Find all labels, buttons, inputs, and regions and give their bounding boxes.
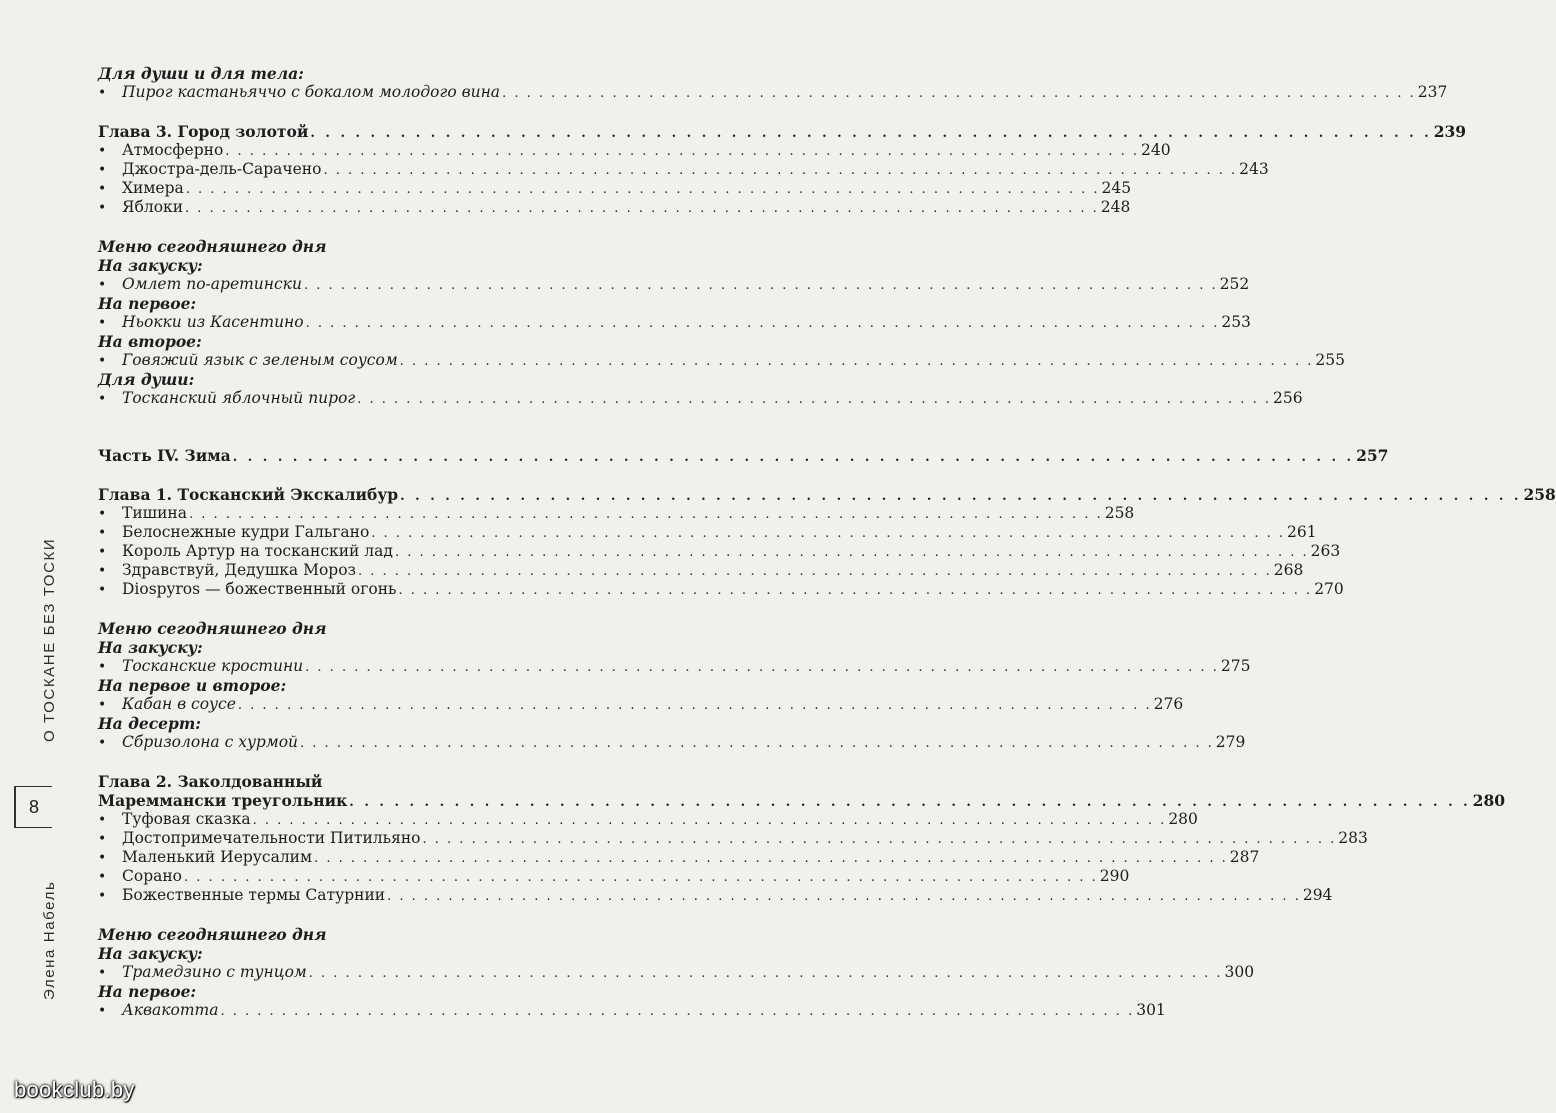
toc-chapter-line1 <box>98 772 660 791</box>
chapter-title: Глава 3. Город золотой <box>98 122 309 141</box>
bullet: • <box>98 735 107 751</box>
entry-title: Яблоки <box>122 198 184 216</box>
bullet: • <box>98 582 107 598</box>
bullet: • <box>98 965 107 981</box>
toc-entry <box>98 1001 1166 1020</box>
entry-title: Говяжий язык с зеленым соусом <box>122 351 398 369</box>
entry-title: Diospyros — божественный огонь <box>122 580 397 598</box>
leader-dots <box>185 199 1099 218</box>
entry-title: Достопримечательности Питильяно <box>122 829 421 847</box>
entry-page: 300 <box>1224 963 1255 981</box>
chapter-page: 258 <box>1523 485 1556 504</box>
entry-title: Джостра-дель-Сарачено <box>122 160 322 178</box>
entry-title: Трамедзино с тунцом <box>122 963 307 981</box>
toc-entry <box>98 561 1304 580</box>
bullet: • <box>98 888 107 904</box>
leader-dots <box>395 543 1309 562</box>
chapter-page: 239 <box>1433 122 1467 141</box>
bullet: • <box>98 181 107 197</box>
leader-dots <box>233 448 1354 467</box>
toc-chapter <box>98 122 1467 141</box>
toc-entry <box>98 275 1250 294</box>
entry-page: 290 <box>1099 867 1130 885</box>
entry-title: Сорано <box>122 867 183 885</box>
leader-dots <box>309 964 1223 983</box>
toc-entry <box>98 83 1448 102</box>
leader-dots <box>310 124 1431 143</box>
entry-page: 280 <box>1168 810 1198 828</box>
toc-entry <box>98 504 1135 523</box>
entry-page: 279 <box>1215 733 1246 751</box>
toc-entry <box>98 657 1251 676</box>
toc-entry <box>98 810 1198 829</box>
bullet: • <box>98 85 107 101</box>
toc-entry <box>98 141 1171 160</box>
toc-entry <box>98 829 1368 848</box>
part-page: 257 <box>1356 446 1389 465</box>
entry-title: Здравствуй, Дедушка Мороз <box>122 561 356 579</box>
leader-dots <box>371 524 1285 543</box>
entry-title: Маленький Иерусалим <box>122 848 313 866</box>
entry-page: 252 <box>1219 275 1250 293</box>
entry-title: Омлет по-аретински <box>122 275 302 293</box>
entry-page: 276 <box>1153 695 1184 713</box>
bullet: • <box>98 143 107 159</box>
leader-dots <box>398 581 1312 600</box>
toc-entry <box>98 351 1345 370</box>
entry-title: Божественные термы Сатурнии <box>122 886 386 904</box>
leader-dots <box>323 161 1237 180</box>
entry-page: 270 <box>1314 580 1344 598</box>
entry-title: Химера <box>122 179 184 197</box>
bullet: • <box>98 200 107 216</box>
bullet: • <box>98 353 107 369</box>
entry-page: 245 <box>1101 179 1132 197</box>
leader-dots <box>300 734 1214 753</box>
bullet: • <box>98 812 107 828</box>
entry-title: Король Артур на тосканский лад <box>122 542 393 560</box>
entry-title: Сбризолона с хурмой <box>122 733 299 751</box>
bullet: • <box>98 697 107 713</box>
leader-dots <box>358 562 1272 581</box>
bullet: • <box>98 544 107 560</box>
bullet: • <box>98 506 107 522</box>
leader-dots <box>189 505 1103 524</box>
bullet: • <box>98 391 107 407</box>
entry-title: Атмосферно <box>122 141 224 159</box>
entry-page: 268 <box>1273 561 1304 579</box>
entry-page: 243 <box>1239 160 1269 178</box>
leader-dots <box>225 142 1139 161</box>
leader-dots <box>304 276 1218 295</box>
leader-dots <box>184 868 1098 887</box>
bullet: • <box>98 315 107 331</box>
toc-menu-heading: Для души и для тела: <box>98 64 304 83</box>
toc-entry <box>98 389 1303 408</box>
toc-chapter <box>98 791 1506 810</box>
toc-entry <box>98 963 1255 982</box>
bullet: • <box>98 277 107 293</box>
leader-dots <box>253 811 1167 830</box>
entry-page: 256 <box>1272 389 1303 407</box>
toc-entry <box>98 733 1246 752</box>
chapter-page: 280 <box>1472 791 1506 810</box>
running-head-title: О ТОСКАНЕ БЕЗ ТОСКИ <box>41 537 58 742</box>
leader-dots <box>306 314 1220 333</box>
toc-course-heading: На десерт: <box>98 714 201 733</box>
toc-course-heading: На первое: <box>98 294 197 313</box>
bullet: • <box>98 850 107 866</box>
toc-course-heading: На первое: <box>98 982 197 1001</box>
toc-entry <box>98 198 1131 217</box>
toc-entry <box>98 523 1317 542</box>
leader-dots <box>357 390 1271 409</box>
entry-page: 301 <box>1136 1001 1166 1019</box>
entry-title: Тосканский яблочный пирог <box>122 389 356 407</box>
entry-page: 258 <box>1104 504 1135 522</box>
toc-course-heading: На закуску: <box>98 256 203 275</box>
bullet: • <box>98 525 107 541</box>
entry-page: 283 <box>1338 829 1368 847</box>
entry-page: 287 <box>1229 848 1260 866</box>
leader-dots <box>423 830 1337 849</box>
toc-entry <box>98 695 1184 714</box>
toc-entry <box>98 848 1260 867</box>
entry-page: 261 <box>1287 523 1317 541</box>
toc-menu-heading: Меню сегодняшнего дня <box>98 925 327 944</box>
entry-page: 255 <box>1315 351 1345 369</box>
table-of-contents <box>98 64 1556 1020</box>
toc-course-heading: Для души: <box>98 370 195 389</box>
part-title: Часть IV. Зима <box>98 446 231 465</box>
entry-title: Белоснежные кудри Гальгано <box>122 523 370 541</box>
chapter-title: Глава 2. Заколдованный <box>98 772 323 791</box>
leader-dots <box>349 793 1470 812</box>
leader-dots <box>314 849 1228 868</box>
entry-title: Пирог кастаньяччо с бокалом молодого вина <box>122 83 501 101</box>
entry-page: 237 <box>1417 83 1448 101</box>
entry-page: 294 <box>1302 886 1333 904</box>
toc-entry <box>98 867 1130 886</box>
entry-page: 263 <box>1310 542 1341 560</box>
toc-chapter <box>98 485 1556 504</box>
toc-course-heading: На закуску: <box>98 638 203 657</box>
entry-title: Тосканские кростини <box>122 657 304 675</box>
bullet: • <box>98 162 107 178</box>
toc-course-heading: На второе: <box>98 332 202 351</box>
toc-entry <box>98 886 1333 905</box>
entry-title: Туфовая сказка <box>122 810 251 828</box>
entry-page: 240 <box>1141 141 1171 159</box>
chapter-title: Глава 1. Тосканский Экскалибур <box>98 485 399 504</box>
bullet: • <box>98 563 107 579</box>
leader-dots <box>400 352 1314 371</box>
toc-menu-heading: Меню сегодняшнего дня <box>98 619 327 638</box>
entry-title: Тишина <box>122 504 187 522</box>
leader-dots <box>186 180 1100 199</box>
page-number: 8 <box>14 786 52 828</box>
toc-menu-heading: Меню сегодняшнего дня <box>98 237 327 256</box>
bullet: • <box>98 659 107 675</box>
leader-dots <box>238 696 1152 715</box>
toc-entry <box>98 179 1132 198</box>
leader-dots <box>305 658 1219 677</box>
bullet: • <box>98 831 107 847</box>
toc-course-heading: На первое и второе: <box>98 676 287 695</box>
entry-title: Аквакотта <box>122 1001 219 1019</box>
leader-dots <box>220 1002 1134 1021</box>
toc-entry <box>98 580 1344 599</box>
toc-entry <box>98 313 1251 332</box>
chapter-title: Мареммански треугольник <box>98 791 348 810</box>
toc-course-heading: На закуску: <box>98 944 203 963</box>
entry-page: 275 <box>1220 657 1251 675</box>
toc-entry <box>98 542 1341 561</box>
toc-part <box>98 446 1389 465</box>
running-head-author: Элена Набель <box>41 880 58 1000</box>
bullet: • <box>98 1003 107 1019</box>
leader-dots <box>400 487 1521 506</box>
entry-title: Кабан в соусе <box>122 695 236 713</box>
watermark: bookclub.by <box>14 1077 135 1102</box>
bullet: • <box>98 869 107 885</box>
entry-page: 253 <box>1221 313 1251 331</box>
leader-dots <box>387 887 1301 906</box>
entry-title: Ньокки из Касентино <box>122 313 304 331</box>
toc-entry <box>98 160 1269 179</box>
entry-page: 248 <box>1100 198 1131 216</box>
leader-dots <box>502 84 1416 103</box>
